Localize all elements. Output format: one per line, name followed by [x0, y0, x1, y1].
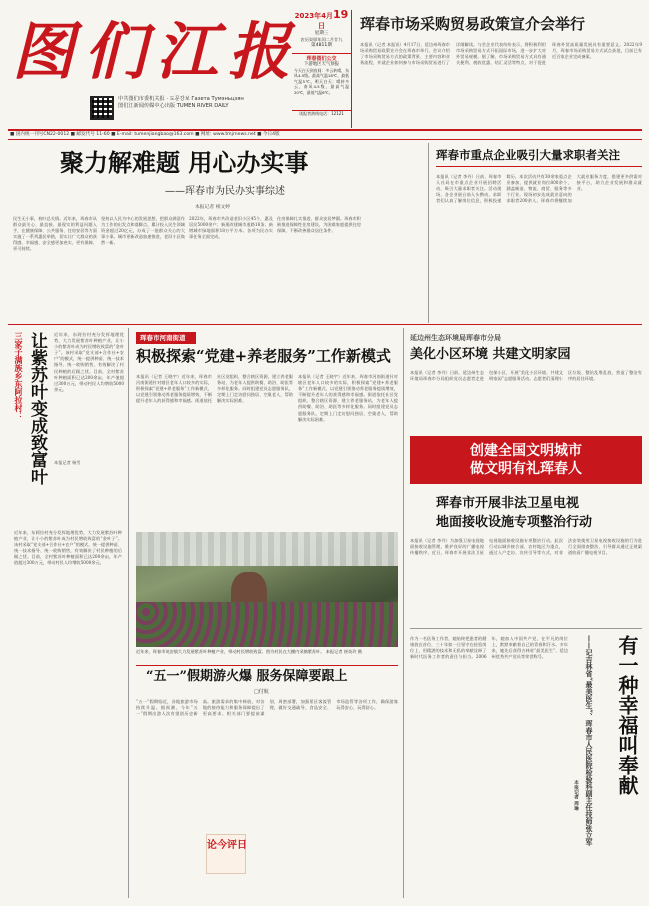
left-text-bottom: 近年来，东阿拉村充分发挥地理优势，大力发展紫苏叶种植产业，让小小的紫苏叶成为村民增收致富的“金叶子”。该村采取“党支部+合作社+农户”的模式，统一提供种苗、统一技术指导、统一收购销售，有效解决了村民种植的后顾之忧。目前，全村紫苏叶种植面积已达200余亩，年产值超过300万元，带动村民人均增收5000余元。 [14, 530, 122, 566]
lead-col-2: 坚持以人民为中心的发展思想，把群众满意作为工作的出发点和落脚点，累计投入民生领域资金超过20亿元，办成了一批群众关心的大事小事。城市更新改造加速推进，老旧小区焕然一新。 [101, 216, 185, 246]
left-headline: 让紫苏叶变成致富叶 [27, 332, 47, 485]
happiness-byline: 本报记者 周琳 [573, 780, 579, 811]
middle-text-right: 本报讯（记者 王晓宇）近年来，珲春市河南街道针对辖区老年人口较多的实际，积极探索“党建+养老服务”工作新模式，以党建引领推动养老服务提质增效，不断提升老年人的获得感和幸福感。街道依托社区党组织，整合辖区资源，建立养老服务站，为老年人提供助餐、助浴、助医等多样化服务。同时组建党员志愿服务队，定期上门走访慰问独居、空巢老人，帮助解决实际困难。 [298, 374, 398, 422]
紫苏叶-photo [136, 532, 398, 647]
civilization-banner [410, 436, 642, 484]
lead-col-1: 民生无小事，枝叶总关情。近年来，珲春市从群众最关心、最直接、最现实的利益问题入手，在健康保障、公共服务、住房安居等方面实施了一系列惠民举措，切实让广大群众的获得感、幸福感、安全感更加充实、更有保障、更可持续。 [13, 216, 97, 252]
masthead-publisher: 图们江新闻传媒中心出版 TUMEN RIVER DAILY [118, 103, 229, 109]
commentary-stamp [206, 834, 246, 874]
middle-text-left: 本报讯（记者 王晓宇）近年来，珲春市河南街道针对辖区老年人口较多的实际，积极探索“党建+养老服务”工作新模式，以党建引领推动养老服务提质增效，不断提升老年人的获得感和幸福感。街道依托社区党组织，整合辖区资源，建立养老服务站，为老年人提供助餐、助浴、助医等多样化服务。同时组建党员志愿服务队，定期上门走访慰问独居、空巢老人，帮助解决实际困难。 [136, 374, 293, 404]
happiness-headline: 有一种幸福叫奉献 [615, 635, 639, 795]
top-right-headline: 珲春市场采购贸易政策宣介会举行 [360, 15, 586, 33]
happiness-text: 作为一名医务工作者，她始终把患者的健康放在首位，三十年如一日坚守在检验岗位上，用精湛的技术和无私的奉献诠释了新时代医务工作者的责任与担当。2006年，她加入中国共产党，在平凡的岗位上，默默奉献着自己的青春和汗水。多年来，她先后获得吉林省“最美医生”、延边州优秀共产党员等荣誉称号。 [410, 636, 568, 660]
issue-number: 第4811期 [311, 43, 332, 48]
env-text: 本报讯（记者 李丹）日前，延边州生态环境局珲春市分局组织党员志愿者走进包保小区，开展“美化小区环境、共建文明家园”志愿服务活动。志愿者们清理小区垃圾、整治乱堆乱放，营造了整洁有序的居住环境。 [410, 370, 642, 382]
commentary-stamp-text: 论今评日 [207, 840, 247, 851]
lead-headline: 聚力解难题 用心办实事 [60, 148, 309, 177]
middle-headline: 积极探索“党建+养老服务”工作新模式 [136, 347, 391, 365]
right-col-headline: 珲春市重点企业吸引大量求职者关注 [436, 148, 620, 162]
masthead-subtitle-block [118, 96, 248, 110]
lead-subhead: ——珲春市为民办实事综述 [165, 186, 285, 197]
masthead-qr-code [90, 96, 114, 120]
left-kicker: 三家子满族乡东阿拉村： [14, 332, 24, 420]
masthead-title: 图们江报 [12, 15, 301, 88]
env-headline: 美化小区环境 共建文明家园 [410, 347, 571, 362]
satellite-headline-2: 地面接收设施专项整治行动 [436, 515, 593, 530]
hotline: 读报者热线电话：12121 [292, 110, 351, 117]
right-col-text: 本报讯（记者 李丹）日前，珲春市人社局在市重点企业开展招聘活动，吸引大量求职者关注。活动现场，各企业展台前人头攒动，求职者们认真了解岗位信息，积极投递简历。本次活动共有30余家重点企业参加，提供就业岗位800余个，涵盖制造、物流、商贸、服务等多个行业。现场初步达成就业意向的求职者200余人。珲春市将继续加大就业服务力度，搭建更多供需对接平台，助力企业发展和群众就业。 [436, 174, 642, 204]
lead-byline: 本报记者 相文婷 [195, 205, 231, 210]
left-text-top: 近年来，东阿拉村充分发挥地理优势，大力发展紫苏叶种植产业，让小小的紫苏叶成为村民增收致富的“金叶子”。该村采取“党支部+合作社+农户”的模式，统一提供种苗、统一技术指导、统一收购销售，有效解决了村民种植的后顾之忧。目前，全村紫苏叶种植面积已达200余亩，年产值超过300万元，带动村民人均增收5000余元。 [54, 332, 124, 392]
happiness-subhead: ——记吉林省“最美医生”、珲春市人民医院检验科副主任技师张立军 [585, 635, 594, 847]
env-kicker: 延边州生态环境局珲春市分局 [410, 333, 501, 342]
masthead-tagline: 中共图们市委机关报 · 도문강보 Газета Тумэньцзян [118, 96, 244, 102]
info-bar-rule [8, 139, 642, 140]
satellite-headline-1: 珲春市开展非法卫星电视 [436, 496, 580, 511]
weather-subtitle: 下游地区天气预报 [303, 62, 340, 67]
middle-right-divider [403, 328, 404, 898]
left-byline: 本报记者 杨雪 [54, 460, 81, 465]
section-rule-1 [8, 324, 642, 325]
satellite-text: 本报讯（记者 李丹）为加强卫星电视地面接收设施管理，维护良好的广播电视传播秩序，近日，珲春市开展非法卫星电视地面接收设施专项整治行动。此次行动以城乡接合部、农村地区为重点，通过入户走访、宣传引导等方式，对非法安装使用卫星电视接收设施的行为进行全面排查整治，引导群众通过正规渠道收看广播电视节目。 [410, 538, 642, 556]
lunar-date: 农历癸卯年闰二月廿九 [300, 37, 343, 42]
date-box [292, 10, 352, 128]
weekday: 星期三 [314, 31, 329, 36]
top-right-text: 本报讯（记者 本报讯）4月17日，延边州珲春市场采购贸易政策宣介会在珲春市举行。会议介绍了市场采购贸易方式的政策背景、主要内容和业务流程，并就企业如何参与市场采购贸易进行了详细解读。与会企业代表纷纷表示，将积极利用市场采购贸易方式开拓国际市场，进一步扩大对外贸易规模。据了解，市场采购贸易方式具有通关便利、税收优惠、结汇灵活等特点，对于促进珲春外贸高质量发展具有重要意义。2022年9月，珲春市场采购贸易方式试点获批，目前已有近百家企业完成备案。 [360, 42, 642, 66]
may-day-headline: “五一”假期游火爆 服务保障要跟上 [146, 669, 348, 684]
right-col-rule [436, 166, 642, 167]
civilization-banner-line-2: 做文明有礼珲春人 [470, 461, 582, 477]
issue-date: 2023年4月19日 [294, 8, 349, 30]
left-divider [128, 328, 129, 898]
middle-kicker: 珲春市河南街道 [136, 332, 196, 344]
lead-col-4: 住房保障扎实推进，群众安居梦圆。珲春市积极推进保障性住房建设，为困难家庭提供住房保障，不断改善群众居住条件。 [277, 216, 361, 234]
civilization-banner-line-1: 创建全国文明城市 [470, 443, 582, 459]
may-day-text: “五一”假期临近，各地旅游市场持续升温。据预测，今年“五一”假期出游人次有望创历史新高。旅游需求的集中释放，对各地的接待能力和服务保障提出了更高要求。相关部门要提前谋划、周密部署，加强景区客流管理，做好交通疏导、食品安全、市场监管等各项工作，确保游客玩得安心、玩得舒心。 [136, 699, 398, 717]
photo-caption: 近年来，珲春市英安镇大力发展紫苏叶种植产业，带动村民增收致富。图为村民在大棚内采摘紫苏叶。 本报记者 崔英玲 摄 [136, 649, 362, 654]
weather-title: 珲春图们公交 [292, 53, 351, 62]
may-day-byline: □付航 [254, 689, 269, 695]
lead-right-divider [428, 143, 429, 323]
weather-text: 今天白天到夜间：多云转晴，东风4-5级。最高气温18℃，最低气温5℃。明天白天：晴转多云，南风4-5级，最高气温20℃，最低气温6℃。 [294, 68, 349, 95]
info-bar: ■ 国内统一刊号CN22-0012 ■ 邮发代号 11-60 ■ E-mail: tumenjiangbao@163.com ■ 网址: www.tmjrnews.net ■ 今日4版 [10, 132, 280, 137]
lead-col-3: 2022年，珲春市共改造老旧小区45个，惠及居民5000余户；新建改建城市道路16条；新增城市绿地面积18万平方米。各项为民办实事任务全面完成。 [189, 216, 273, 240]
may-day-rule [136, 665, 398, 666]
happiness-rule [410, 628, 642, 629]
